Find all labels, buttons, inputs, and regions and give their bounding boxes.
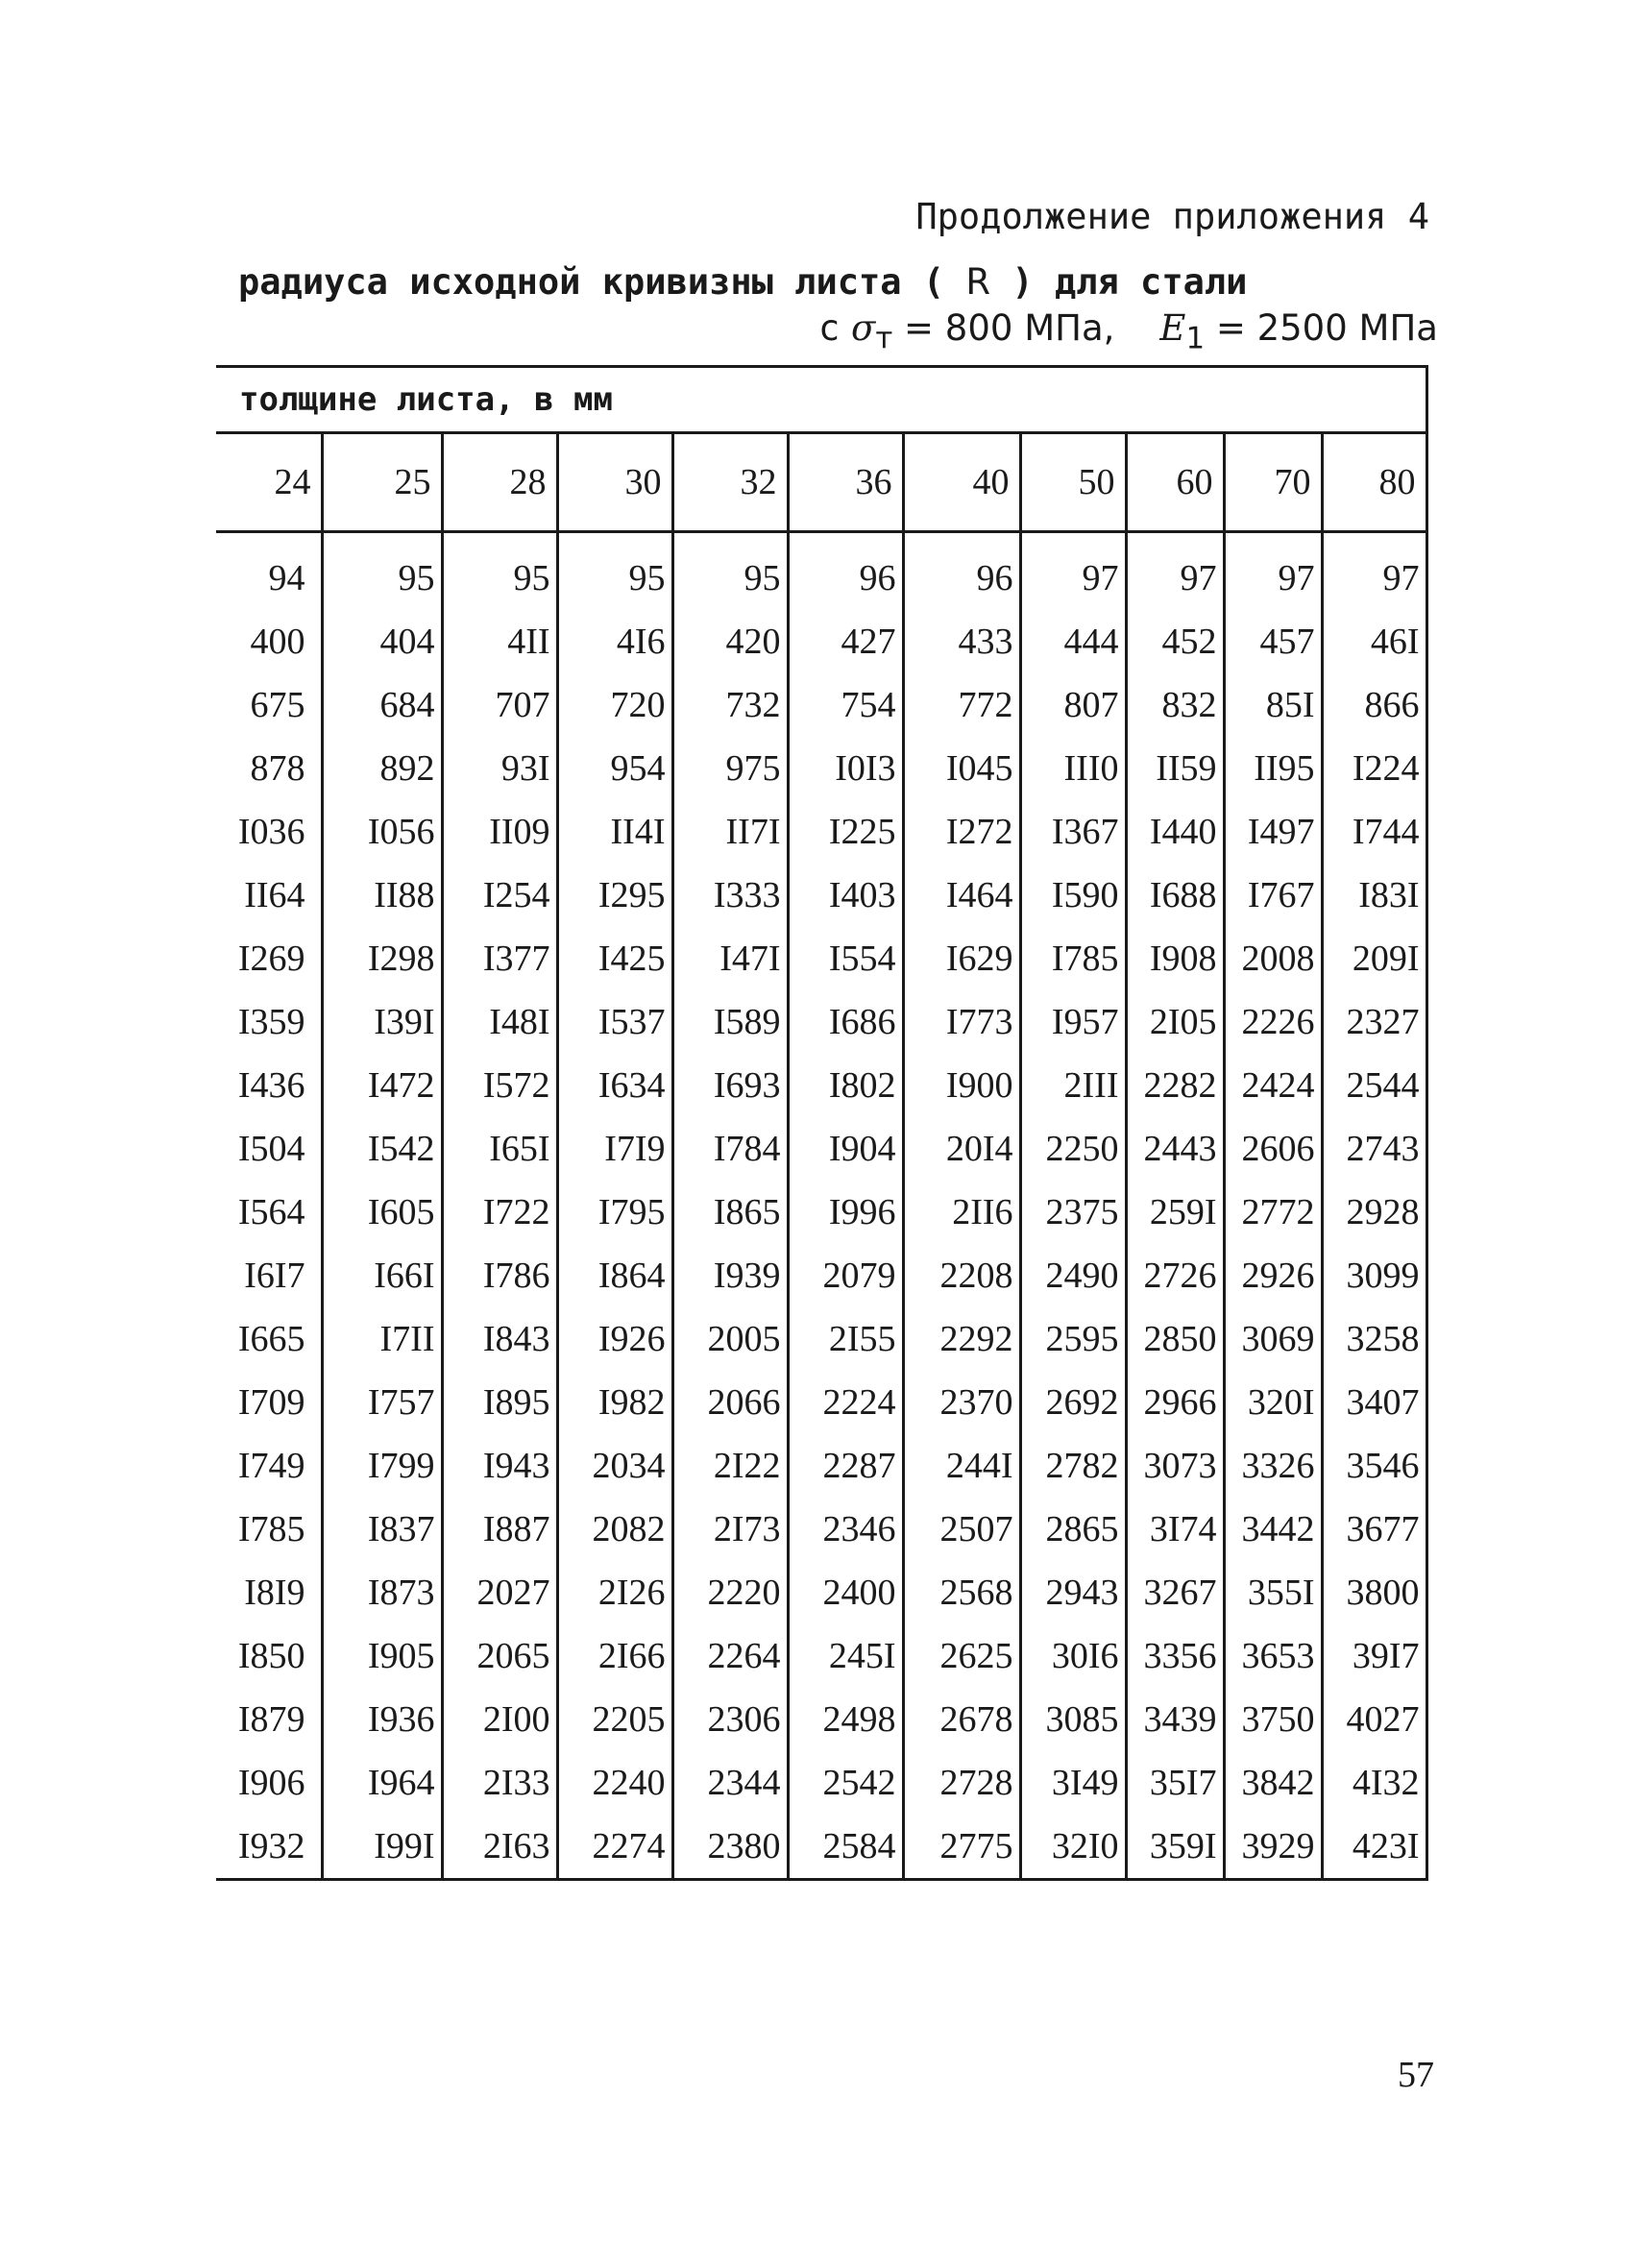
table-cell: I943 [442,1434,557,1498]
table-cell: 2584 [788,1815,903,1880]
spacer-cell [442,532,557,548]
table-cell: I83I [1322,864,1426,927]
table-cell: 359I [1126,1815,1224,1880]
e-symbol: E [1159,307,1186,349]
table-cell: 892 [322,737,442,800]
table-cell: I8I9 [244,1573,305,1613]
table-cell: I932 [216,1815,322,1880]
e-value: = 2500 МПа [1215,307,1438,349]
table-cell: II64 [244,875,305,915]
table-cell: 2208 [903,1244,1020,1307]
table-cell: 878 [250,748,305,789]
table-cell: I686 [788,990,903,1054]
table-cell: 420 [672,610,788,673]
table-cell: 2282 [1126,1054,1224,1117]
table-row [216,547,1426,610]
table-cell: 2850 [1126,1307,1224,1371]
table-cell: I936 [322,1688,442,1751]
table-cell: 2775 [903,1815,1020,1880]
spacer-row [216,532,1426,548]
table-cell: 2I63 [442,1815,557,1880]
table-row [216,1815,1426,1880]
table-cell: 46I [1322,610,1426,673]
table-cell: 2443 [1126,1117,1224,1181]
table-cell: I996 [788,1181,903,1244]
table-cell: I542 [322,1117,442,1181]
table-cell: I757 [322,1371,442,1434]
table-cell: I908 [1126,927,1224,990]
table-cell: 3800 [1322,1561,1426,1624]
table-body [216,532,1426,1880]
table-cell: 2726 [1126,1244,1224,1307]
table-cell: I298 [322,927,442,990]
table-cell: 35I7 [1126,1751,1224,1815]
table-cell: 2264 [672,1624,788,1688]
table-cell: 2I55 [788,1307,903,1371]
table-cell: 2034 [557,1434,672,1498]
table-row [216,737,1426,800]
table-cell: I269 [237,939,305,979]
table-cell: 427 [788,610,903,673]
table-cell: I843 [442,1307,557,1371]
table-cell: I629 [903,927,1020,990]
table-cell: I773 [903,990,1020,1054]
table-cell: I65I [442,1117,557,1181]
table-cell: 772 [903,673,1020,737]
table-cell: 2625 [903,1624,1020,1688]
table-cell: 2568 [903,1561,1020,1624]
table-cell: I722 [442,1181,557,1244]
table-cell: 3929 [1224,1815,1322,1880]
table-cell: 95 [672,547,788,610]
table-cell: 97 [1126,547,1224,610]
spacer-cell [672,532,788,548]
table-cell: 4I32 [1322,1751,1426,1815]
table-cell: I036 [237,812,305,852]
table-cell: I572 [442,1054,557,1117]
radius-table-container [216,365,1426,1881]
table-cell: I99I [322,1815,442,1880]
table-cell: II88 [322,864,442,927]
table-cell: I799 [322,1434,442,1498]
table-cell: 400 [250,622,305,662]
table-cell: I900 [903,1054,1020,1117]
table-row [216,673,1426,737]
table-cell: I873 [322,1561,442,1624]
table-cell: I605 [322,1181,442,1244]
table-cell: 2I22 [672,1434,788,1498]
column-header-row [216,433,1426,532]
table-cell: 2I33 [442,1751,557,1815]
table-cell: 975 [672,737,788,800]
table-cell: 452 [1126,610,1224,673]
table-cell: 209I [1322,927,1426,990]
table-cell: 97 [1224,547,1322,610]
table-cell: I497 [1224,800,1322,864]
table-cell: I964 [322,1751,442,1815]
table-cell: 2380 [672,1815,788,1880]
table-cell: II4I [557,800,672,864]
table-cell: I440 [1126,800,1224,864]
table-cell: 457 [1224,610,1322,673]
table-cell: 2926 [1224,1244,1322,1307]
table-cell: 2I73 [672,1498,788,1561]
table-cell: 2344 [672,1751,788,1815]
table-cell: 3439 [1126,1688,1224,1751]
table-cell: I850 [237,1636,305,1676]
table-cell: 4027 [1322,1688,1426,1751]
table-cell: I906 [237,1763,305,1803]
table-cell: 4I6 [557,610,672,673]
table-cell: 2065 [442,1624,557,1688]
table-cell: 720 [557,673,672,737]
column-header: 25 [322,433,442,532]
table-cell: I403 [788,864,903,927]
table-cell: I6I7 [244,1256,305,1296]
table-cell: 95 [442,547,557,610]
table-cell: II95 [1224,737,1322,800]
continuation-heading: Продолжение приложения 4 [915,196,1429,237]
table-cell: I865 [672,1181,788,1244]
column-header: 24 [216,433,322,532]
table-cell: 954 [557,737,672,800]
table-cell: I939 [672,1244,788,1307]
table-cell: 3677 [1322,1498,1426,1561]
table-cell: 2I26 [557,1561,672,1624]
table-cell: 32I0 [1020,1815,1126,1880]
table-cell: I224 [1322,737,1426,800]
table-cell: I504 [237,1129,305,1169]
column-header: 60 [1126,433,1224,532]
table-cell: 2400 [788,1561,903,1624]
spacer-cell [322,532,442,548]
table-cell: 2I66 [557,1624,672,1688]
table-cell: 2274 [557,1815,672,1880]
table-row [216,1498,1426,1561]
table-cell: 20I4 [903,1117,1020,1181]
table-cell: 3I49 [1020,1751,1126,1815]
table-cell: 2287 [788,1434,903,1498]
table-row [216,1307,1426,1371]
table-cell: 2424 [1224,1054,1322,1117]
table-cell: 2943 [1020,1561,1126,1624]
spacer-cell [1224,532,1322,548]
table-cell: 404 [322,610,442,673]
table-cell: 807 [1020,673,1126,737]
table-cell: 3I74 [1126,1498,1224,1561]
spacer-cell [1020,532,1126,548]
table-cell: I254 [442,864,557,927]
caption-with: с [818,307,841,349]
table-cell: 3750 [1224,1688,1322,1751]
table-cell: I564 [237,1192,305,1232]
table-cell: 4II [442,610,557,673]
table-cell: I879 [237,1699,305,1740]
spacer-cell [903,532,1020,548]
table-cell: I895 [442,1371,557,1434]
table-cell: I837 [322,1498,442,1561]
table-cell: 2226 [1224,990,1322,1054]
table-cell: 3069 [1224,1307,1322,1371]
table-cell: 2079 [788,1244,903,1307]
table-cell: I056 [322,800,442,864]
table-cell: 95 [557,547,672,610]
caption-prefix: радиуса исходной кривизны листа ( [238,261,945,303]
table-cell: 866 [1322,673,1426,737]
table-cell: 3842 [1224,1751,1322,1815]
table-cell: II59 [1126,737,1224,800]
table-cell: I749 [237,1446,305,1486]
spacer-cell [788,532,903,548]
table-cell: 2375 [1020,1181,1126,1244]
sigma-subscript: т [875,321,893,356]
table-cell: I377 [442,927,557,990]
table-cell: I295 [557,864,672,927]
table-cell: 2327 [1322,990,1426,1054]
spacer-cell [1126,532,1224,548]
table-row [216,1561,1426,1624]
table-cell: I688 [1126,864,1224,927]
table-cell: 684 [322,673,442,737]
radius-table [216,365,1428,1881]
column-header: 50 [1020,433,1126,532]
table-cell: I802 [788,1054,903,1117]
table-cell: I589 [672,990,788,1054]
table-cell: 97 [1020,547,1126,610]
table-cell: II7I [672,800,788,864]
table-cell: 832 [1126,673,1224,737]
table-cell: I795 [557,1181,672,1244]
table-cell: 2966 [1126,1371,1224,1434]
table-cell: 2III [1020,1054,1126,1117]
table-cell: 2292 [903,1307,1020,1371]
column-header: 40 [903,433,1020,532]
table-cell: 423I [1322,1815,1426,1880]
table-cell: 2066 [672,1371,788,1434]
table-cell: 2027 [442,1561,557,1624]
table-cell: III0 [1020,737,1126,800]
table-cell: 2678 [903,1688,1020,1751]
table-cell: 2370 [903,1371,1020,1434]
table-cell: 355I [1224,1561,1322,1624]
table-cell: I7II [322,1307,442,1371]
column-header: 70 [1224,433,1322,532]
table-cell: I665 [237,1319,305,1359]
table-cell: 2507 [903,1498,1020,1561]
table-cell: I0I3 [788,737,903,800]
table-cell: I904 [788,1117,903,1181]
column-header: 80 [1322,433,1426,532]
table-cell: 3407 [1322,1371,1426,1434]
table-row [216,1117,1426,1181]
table-cell: 2224 [788,1371,903,1434]
table-cell: I48I [442,990,557,1054]
table-cell: 707 [442,673,557,737]
table-cell: I905 [322,1624,442,1688]
column-header: 30 [557,433,672,532]
table-cell: I272 [903,800,1020,864]
table-row [216,990,1426,1054]
column-header: 28 [442,433,557,532]
table-cell: I634 [557,1054,672,1117]
table-cell: I045 [903,737,1020,800]
table-cell: I472 [322,1054,442,1117]
spacer-cell [1322,532,1426,548]
table-cell: I537 [557,990,672,1054]
table-cell: I693 [672,1054,788,1117]
column-header: 32 [672,433,788,532]
table-cell: 732 [672,673,788,737]
group-header: толщине листа, в мм [216,367,1426,433]
table-cell: 2865 [1020,1498,1126,1561]
table-cell: 2498 [788,1688,903,1751]
table-cell: 2220 [672,1561,788,1624]
table-cell: I767 [1224,864,1322,927]
table-cell: I864 [557,1244,672,1307]
column-header: 36 [788,433,903,532]
table-cell: 2728 [903,1751,1020,1815]
table-cell: 2542 [788,1751,903,1815]
table-cell: I926 [557,1307,672,1371]
table-cell: 245I [788,1624,903,1688]
table-row [216,1371,1426,1434]
e-subscript: 1 [1185,321,1206,356]
table-caption-line2 [818,307,1438,355]
table-cell: 3546 [1322,1434,1426,1498]
table-cell: 3653 [1224,1624,1322,1688]
sigma-value: = 800 МПа, [904,307,1115,349]
table-cell: 2772 [1224,1181,1322,1244]
spacer-cell [557,532,672,548]
page-number: 57 [1398,2055,1434,2095]
table-cell: 2928 [1322,1181,1426,1244]
table-cell: 675 [250,685,305,725]
table-cell: I66I [322,1244,442,1307]
table-cell: 30I6 [1020,1624,1126,1688]
table-cell: 433 [903,610,1020,673]
table-cell: 2743 [1322,1117,1426,1181]
table-cell: 2082 [557,1498,672,1561]
table-cell: I786 [442,1244,557,1307]
table-cell: I47I [672,927,788,990]
table-cell: I709 [237,1382,305,1423]
table-cell: 93I [442,737,557,800]
table-cell: I982 [557,1371,672,1434]
table-cell: 2782 [1020,1434,1126,1498]
radius-symbol: R [965,261,991,303]
table-row [216,610,1426,673]
caption-suffix: ) для стали [1011,261,1248,303]
table-cell: I957 [1020,990,1126,1054]
table-cell: 2008 [1224,927,1322,990]
table-cell: I554 [788,927,903,990]
table-cell: 320I [1224,1371,1322,1434]
table-cell: 754 [788,673,903,737]
table-cell: I333 [672,864,788,927]
table-row [216,1751,1426,1815]
table-cell: 96 [788,547,903,610]
table-cell: II09 [442,800,557,864]
spacer-cell [216,532,322,548]
table-cell: 2I00 [442,1688,557,1751]
table-row [216,1244,1426,1307]
table-cell: 244I [903,1434,1020,1498]
table-cell: 3442 [1224,1498,1322,1561]
table-cell: I367 [1020,800,1126,864]
table-cell: 3356 [1126,1624,1224,1688]
table-cell: 2595 [1020,1307,1126,1371]
table-cell: 2606 [1224,1117,1322,1181]
table-cell: I744 [1322,800,1426,864]
table-cell: 3258 [1322,1307,1426,1371]
table-cell: 3267 [1126,1561,1224,1624]
table-cell: I425 [557,927,672,990]
table-cell: I784 [672,1117,788,1181]
table-row [216,927,1426,990]
table-row [216,1624,1426,1688]
table-cell: 3073 [1126,1434,1224,1498]
table-cell: 39I7 [1322,1624,1426,1688]
table-cell: I7I9 [557,1117,672,1181]
group-header-row [216,367,1426,433]
table-cell: 2205 [557,1688,672,1751]
table-cell: 3326 [1224,1434,1322,1498]
table-cell: 2346 [788,1498,903,1561]
table-cell: 259I [1126,1181,1224,1244]
table-cell: I359 [237,1002,305,1042]
table-cell: I785 [237,1509,305,1549]
table-cell: 94 [268,558,305,598]
table-cell: 2250 [1020,1117,1126,1181]
table-row [216,800,1426,864]
table-cell: 96 [903,547,1020,610]
table-row [216,1434,1426,1498]
table-cell: I590 [1020,864,1126,927]
table-cell: 2005 [672,1307,788,1371]
table-cell: 3099 [1322,1244,1426,1307]
table-cell: I785 [1020,927,1126,990]
table-row [216,1054,1426,1117]
table-row [216,864,1426,927]
table-cell: 2544 [1322,1054,1426,1117]
table-cell: 2II6 [903,1181,1020,1244]
table-cell: 2306 [672,1688,788,1751]
table-cell: I887 [442,1498,557,1561]
table-cell: 2240 [557,1751,672,1815]
table-cell: I464 [903,864,1020,927]
table-cell: I225 [788,800,903,864]
sigma-symbol: σ [851,307,876,349]
table-cell: 2490 [1020,1244,1126,1307]
table-cell: 95 [322,547,442,610]
table-row [216,1688,1426,1751]
table-cell: I39I [322,990,442,1054]
table-cell: 444 [1020,610,1126,673]
table-cell: 2I05 [1126,990,1224,1054]
table-cell: I436 [237,1065,305,1106]
table-cell: 3085 [1020,1688,1126,1751]
table-row [216,1181,1426,1244]
table-cell: 97 [1322,547,1426,610]
table-cell: 85I [1224,673,1322,737]
table-caption-line1 [238,261,1247,303]
table-cell: 2692 [1020,1371,1126,1434]
